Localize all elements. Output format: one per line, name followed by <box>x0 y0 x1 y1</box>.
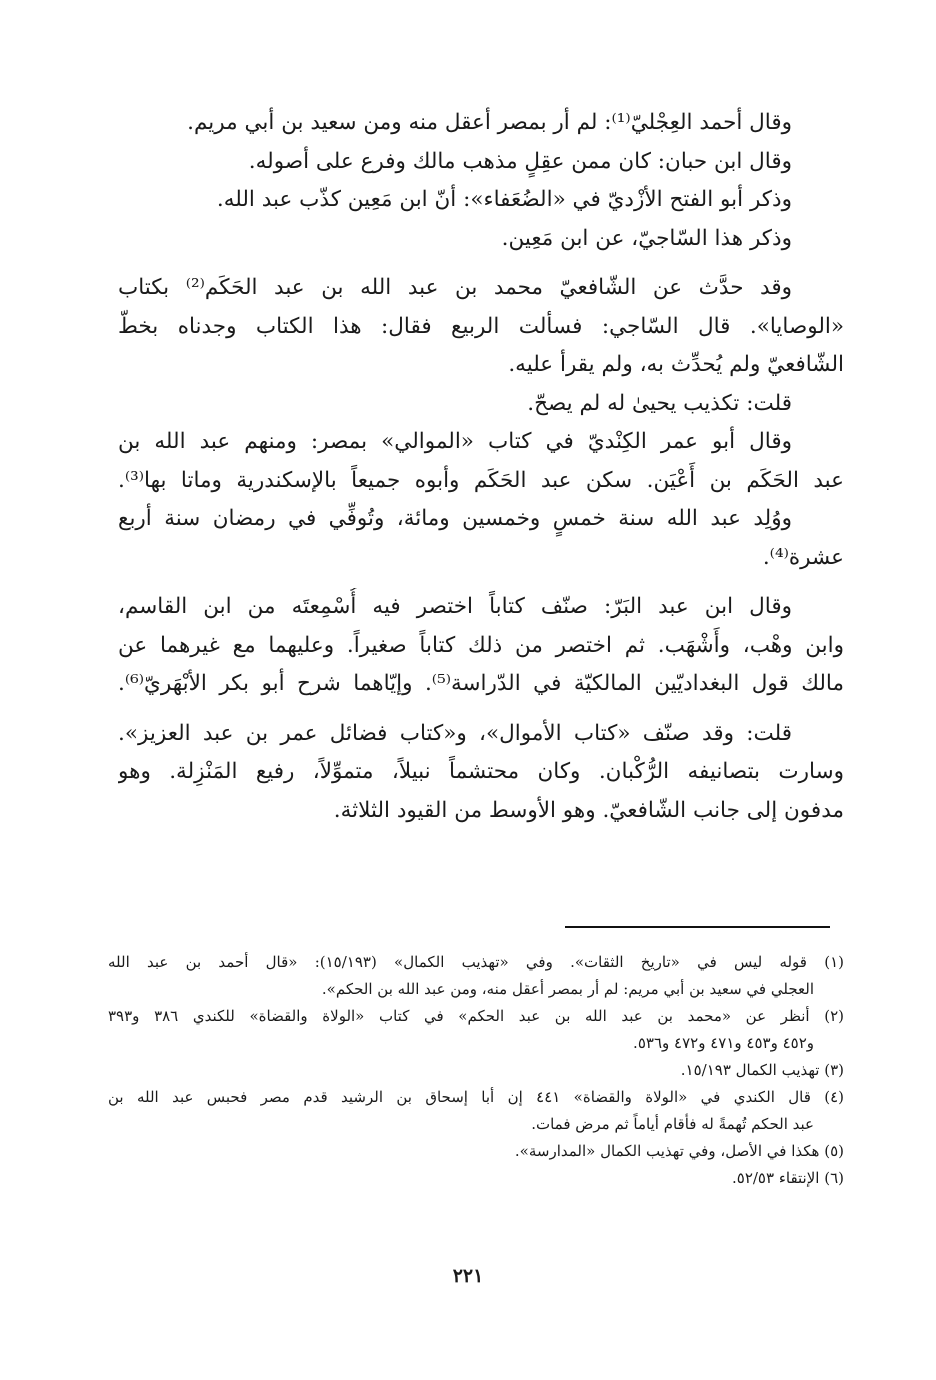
footnote-line: العجلي في سعيد بن أبي مريم: لم أر بمصر أعقل منه، ومن عبد الله بن الحكم». <box>321 980 814 998</box>
text-line: وقال أحمد العِجْليّ⁽¹⁾: لم أر بمصر أعقل منه ومن سعيد بن أبي مريم. <box>187 110 792 135</box>
footnote-line: (٦) الإنتقاء ٥٢/٥٣. <box>731 1169 844 1187</box>
text-line: وذكر أبو الفتح الأزْديّ في «الضُعَفاء»: أنّ ابن مَعِين كذّب عبد الله. <box>216 187 792 212</box>
footnote-line: (١) قوله ليس في «تاريخ الثقات». وفي «تهذيب الكمال» (١٥/١٩٣): «قال أحمد بن عبد الله <box>108 953 844 971</box>
text-line: قلت: تكذيب يحيىٰ له لم يصحّ. <box>527 390 792 416</box>
text-line: عشرة⁽⁴⁾. <box>762 544 844 570</box>
text-line: ووُلِد عبد الله سنة خمسٍ وخمسين ومائة، وتُوفِّي في رمضان سنة أربع <box>118 506 792 531</box>
text-line: وقال أبو عمر الكِنْديّ في كتاب «الموالي» بمصر: ومنهم عبد الله بن <box>118 429 792 454</box>
footnote-line: (٥) هكذا في الأصل، وفي تهذيب الكمال «المدارسة». <box>514 1142 844 1160</box>
text-line: مالك قول البغداديّين المالكيّة في الدّراسة⁽⁵⁾. وإيّاهما شرح أبو بكر الأبْهَريّ⁽⁶⁾. <box>118 671 844 696</box>
text-line: وقد حدَّث عن الشّافعيّ محمد بن عبد الله بن عبد الحَكَم⁽²⁾ بكتاب <box>118 275 792 300</box>
footnote-line: (٤) قال الكندي في «الولاة والقضاة» ٤٤١ إن أبا إسحاق بن الرشيد قدم مصر فحبس عبد الله بن <box>108 1088 844 1106</box>
text-line: الشّافعيّ ولم يُحدِّث به، ولم يقرأ عليه. <box>508 352 844 377</box>
text-line: وذكر هذا السّاجيّ، عن ابن مَعِين. <box>501 225 792 251</box>
footnote-line: عبد الحكم تُهمةً له فأقام أياماً ثم مرض فمات. <box>531 1115 814 1133</box>
page-number: ٢٢١ <box>452 1265 484 1287</box>
footnote-line: (٣) تهذيب الكمال ١٥/١٩٣. <box>680 1061 844 1079</box>
main-text <box>118 104 844 830</box>
text-line: وابن وهْب، وأَشْهَب. ثم اختصر من ذلك كتاباً صغيراً. وعليهما مع غيرهما عن <box>118 632 844 658</box>
footnote-line: و٤٥٢ و٤٥٣ و٤٧١ و٤٧٢ و٥٣٦. <box>633 1034 814 1052</box>
text-line: وسارت بتصانيفه الرُّكْبان. وكان محتشماً نبيلاً، متموِّلاً، رفيع المَنْزِلة. وهو <box>118 759 844 784</box>
footnote-separator <box>565 926 830 928</box>
footnote-line: (٢) أنظر عن «محمد بن عبد الله بن عبد الحكم» في كتاب «الولاة والقضاة» للكندي ٣٨٦ و٣٩٣ <box>108 1007 844 1025</box>
footnotes <box>108 949 844 1192</box>
text-line: عبد الحَكَم بن أَعْيَن. سكن عبد الحَكَم وأبوه جميعاً بالإسكندرية وماتا بها⁽³⁾. <box>118 467 844 493</box>
text-line: مدفون إلى جانب الشّافعيّ. وهو الأوسط من القيود الثلاثة. <box>333 797 844 823</box>
text-line: وقال ابن عبد البَرّ: صنّف كتاباً اختصر فيه أُسْمِعتَه من ابن القاسم، <box>118 594 792 619</box>
text-line: قلت: وقد صنّف «كتاب الأموال»، و«كتاب فضائل عمر بن عبد العزيز». <box>118 720 792 746</box>
text-line: وقال ابن حبان: كان ممن عقِلٍ مذهب مالك وفرع على أصوله. <box>248 148 792 174</box>
text-line: «الوصايا». قال السّاجي: فسألت الربيع فقال: هذا الكتاب وجدناه بخطّ <box>118 313 844 339</box>
